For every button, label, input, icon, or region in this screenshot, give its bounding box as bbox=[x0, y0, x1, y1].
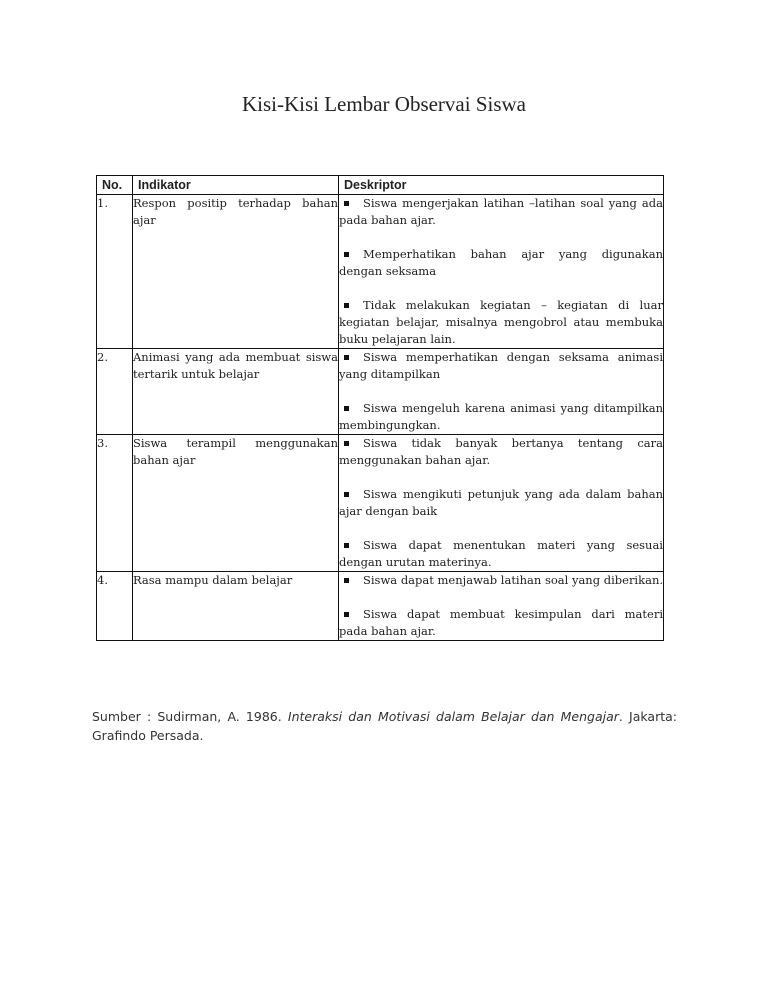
indicator-cell: Siswa terampil menggunakan bahan ajar bbox=[133, 435, 339, 572]
row-number: 2. bbox=[97, 349, 133, 435]
descriptor-item bbox=[339, 349, 663, 383]
table-row bbox=[97, 435, 664, 572]
descriptor-cell bbox=[339, 435, 664, 572]
row-number: 3. bbox=[97, 435, 133, 572]
row-number: 4. bbox=[97, 572, 133, 641]
descriptor-item bbox=[339, 246, 663, 280]
descriptor-text: Siswa dapat menentukan materi yang sesuai dengan urutan materinya. bbox=[339, 538, 663, 569]
descriptor-item bbox=[339, 572, 663, 589]
descriptor-text: Siswa dapat menjawab latihan soal yang diberikan. bbox=[363, 573, 663, 587]
square-bullet-icon bbox=[344, 355, 349, 360]
table-row bbox=[97, 572, 664, 641]
citation-suffix: . Jakarta: Grafindo Persada. bbox=[92, 709, 677, 743]
descriptor-cell bbox=[339, 572, 664, 641]
header-no: No. bbox=[97, 176, 133, 195]
descriptor-item bbox=[339, 195, 663, 229]
citation-book-title: Interaksi dan Motivasi dalam Belajar dan Mengajar bbox=[287, 709, 619, 724]
table-row bbox=[97, 349, 664, 435]
descriptor-text: Siswa mengeluh karena animasi yang ditampilkan membingungkan. bbox=[339, 401, 663, 432]
descriptor-cell bbox=[339, 349, 664, 435]
descriptor-item bbox=[339, 435, 663, 469]
row-number: 1. bbox=[97, 195, 133, 349]
indicator-cell: Rasa mampu dalam belajar bbox=[133, 572, 339, 641]
square-bullet-icon bbox=[344, 612, 349, 617]
indicator-cell: Animasi yang ada membuat siswa tertarik untuk belajar bbox=[133, 349, 339, 435]
square-bullet-icon bbox=[344, 492, 349, 497]
square-bullet-icon bbox=[344, 252, 349, 257]
square-bullet-icon bbox=[344, 578, 349, 583]
descriptor-text: Tidak melakukan kegiatan – kegiatan di luar kegiatan belajar, misalnya mengobrol atau membuka buku pelajaran lain. bbox=[339, 298, 663, 346]
square-bullet-icon bbox=[344, 543, 349, 548]
square-bullet-icon bbox=[344, 303, 349, 308]
descriptor-text: Siswa mengikuti petunjuk yang ada dalam bahan ajar dengan baik bbox=[339, 487, 663, 518]
square-bullet-icon bbox=[344, 201, 349, 206]
table-row bbox=[97, 195, 664, 349]
table-header-row bbox=[97, 176, 664, 195]
observation-grid-table bbox=[96, 175, 664, 641]
descriptor-item bbox=[339, 606, 663, 640]
page-title: Kisi-Kisi Lembar Observai Siswa bbox=[241, 92, 527, 116]
descriptor-text: Siswa dapat membuat kesimpulan dari materi pada bahan ajar. bbox=[339, 607, 663, 638]
descriptor-text: Siswa tidak banyak bertanya tentang cara menggunakan bahan ajar. bbox=[339, 436, 663, 467]
descriptor-item bbox=[339, 486, 663, 520]
descriptor-text: Siswa mengerjakan latihan –latihan soal yang ada pada bahan ajar. bbox=[339, 196, 663, 227]
header-deskriptor: Deskriptor bbox=[339, 176, 664, 195]
citation-prefix: Sumber : Sudirman, A. 1986. bbox=[92, 709, 288, 724]
descriptor-cell bbox=[339, 195, 664, 349]
descriptor-text: Siswa memperhatikan dengan seksama animasi yang ditampilkan bbox=[339, 350, 663, 381]
square-bullet-icon bbox=[344, 441, 349, 446]
descriptor-item bbox=[339, 400, 663, 434]
descriptor-item bbox=[339, 537, 663, 571]
descriptor-item bbox=[339, 297, 663, 348]
indicator-cell: Respon positip terhadap bahan ajar bbox=[133, 195, 339, 349]
descriptor-text: Memperhatikan bahan ajar yang digunakan dengan seksama bbox=[339, 247, 663, 278]
square-bullet-icon bbox=[344, 406, 349, 411]
source-citation bbox=[92, 707, 677, 745]
header-indikator: Indikator bbox=[133, 176, 339, 195]
